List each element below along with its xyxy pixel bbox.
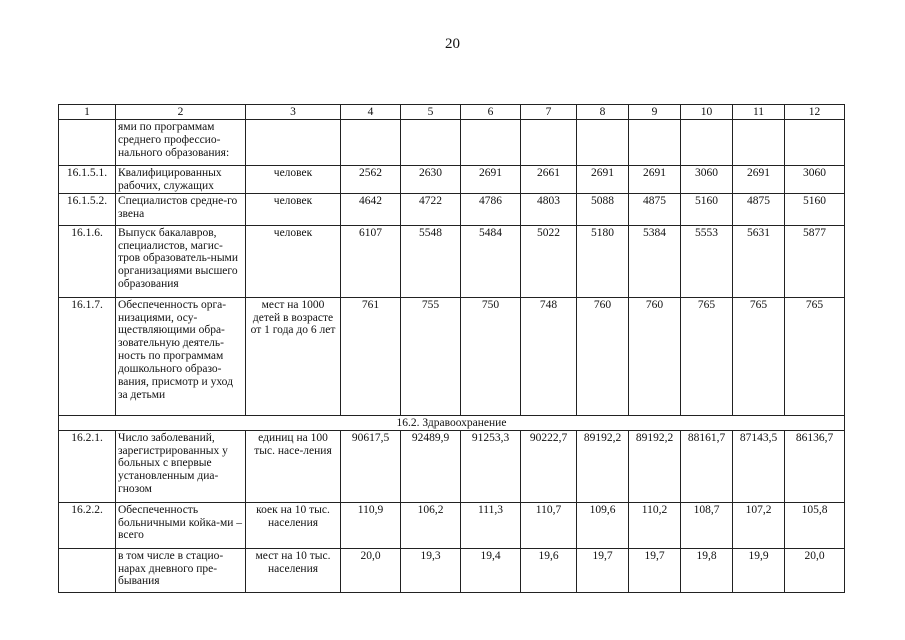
row-code [59, 119, 116, 165]
value-cell: 2691 [461, 165, 521, 193]
value-cell: 750 [461, 297, 521, 415]
value-cell: 3060 [785, 165, 845, 193]
value-cell [681, 119, 733, 165]
table-row [59, 502, 845, 548]
value-cell: 765 [785, 297, 845, 415]
value-cell: 4803 [521, 193, 577, 225]
value-cell: 92489,9 [401, 430, 461, 502]
header-row [59, 105, 845, 120]
row-code: 16.1.7. [59, 297, 116, 415]
unit-cell [246, 119, 341, 165]
unit-cell: человек [246, 225, 341, 297]
value-cell: 110,9 [341, 502, 401, 548]
indicator-name: Число заболеваний, зарегистрированных у больных с впервые установленным диа-гнозом [116, 430, 246, 502]
indicator-name: Обеспеченность больничными койка-ми – всего [116, 502, 246, 548]
value-cell: 3060 [681, 165, 733, 193]
unit-cell: человек [246, 193, 341, 225]
value-cell: 4642 [341, 193, 401, 225]
table-row [59, 119, 845, 165]
value-cell: 2691 [629, 165, 681, 193]
table-body [59, 105, 845, 593]
value-cell: 2691 [577, 165, 629, 193]
value-cell: 110,2 [629, 502, 681, 548]
value-cell: 4722 [401, 193, 461, 225]
value-cell [785, 119, 845, 165]
value-cell: 88161,7 [681, 430, 733, 502]
table-row [59, 430, 845, 502]
value-cell: 5384 [629, 225, 681, 297]
unit-cell: мест на 10 тыс. населения [246, 548, 341, 592]
value-cell: 5631 [733, 225, 785, 297]
column-header: 2 [116, 105, 246, 120]
row-code [59, 548, 116, 592]
value-cell: 5022 [521, 225, 577, 297]
indicator-name: Выпуск бакалавров, специалистов, магис-тров образователь-ными организациями высшего образования [116, 225, 246, 297]
column-header: 5 [401, 105, 461, 120]
value-cell: 5160 [785, 193, 845, 225]
value-cell: 4875 [733, 193, 785, 225]
value-cell: 5548 [401, 225, 461, 297]
value-cell: 109,6 [577, 502, 629, 548]
column-header: 3 [246, 105, 341, 120]
value-cell: 5553 [681, 225, 733, 297]
value-cell: 5877 [785, 225, 845, 297]
value-cell: 87143,5 [733, 430, 785, 502]
value-cell [341, 119, 401, 165]
value-cell: 110,7 [521, 502, 577, 548]
value-cell: 5088 [577, 193, 629, 225]
value-cell: 2661 [521, 165, 577, 193]
row-code: 16.2.1. [59, 430, 116, 502]
table-row [59, 165, 845, 193]
value-cell: 4875 [629, 193, 681, 225]
column-header: 7 [521, 105, 577, 120]
value-cell: 760 [577, 297, 629, 415]
data-table [58, 104, 845, 593]
value-cell [461, 119, 521, 165]
value-cell [521, 119, 577, 165]
section-row [59, 415, 845, 430]
indicator-name: в том числе в стацио-нарах дневного пре-бывания [116, 548, 246, 592]
row-code: 16.1.5.2. [59, 193, 116, 225]
value-cell: 105,8 [785, 502, 845, 548]
unit-cell: единиц на 100 тыс. насе-ления [246, 430, 341, 502]
value-cell: 5160 [681, 193, 733, 225]
column-header: 10 [681, 105, 733, 120]
value-cell: 760 [629, 297, 681, 415]
value-cell: 2562 [341, 165, 401, 193]
value-cell: 19,6 [521, 548, 577, 592]
table-row [59, 548, 845, 592]
value-cell: 89192,2 [629, 430, 681, 502]
table-row [59, 225, 845, 297]
value-cell: 748 [521, 297, 577, 415]
column-header: 11 [733, 105, 785, 120]
value-cell: 86136,7 [785, 430, 845, 502]
indicator-name: Обеспеченность орга-низациями, осу-ществляющими обра-зовательную деятель-ность по программам дошкольного образо-вания, присмотр и уход за детьми [116, 297, 246, 415]
column-header: 8 [577, 105, 629, 120]
indicator-name: Квалифицированных рабочих, служащих [116, 165, 246, 193]
row-code: 16.1.5.1. [59, 165, 116, 193]
value-cell: 755 [401, 297, 461, 415]
value-cell: 5180 [577, 225, 629, 297]
indicator-name: Специалистов средне-го звена [116, 193, 246, 225]
indicator-name: ями по программам среднего профессио-нального образования: [116, 119, 246, 165]
value-cell: 6107 [341, 225, 401, 297]
value-cell [733, 119, 785, 165]
unit-cell: коек на 10 тыс. населения [246, 502, 341, 548]
value-cell: 90617,5 [341, 430, 401, 502]
value-cell: 111,3 [461, 502, 521, 548]
column-header: 12 [785, 105, 845, 120]
page-number: 20 [445, 36, 460, 52]
column-header: 9 [629, 105, 681, 120]
value-cell: 89192,2 [577, 430, 629, 502]
unit-cell: человек [246, 165, 341, 193]
value-cell: 90222,7 [521, 430, 577, 502]
value-cell: 108,7 [681, 502, 733, 548]
value-cell: 91253,3 [461, 430, 521, 502]
row-code: 16.1.6. [59, 225, 116, 297]
value-cell: 19,9 [733, 548, 785, 592]
section-title: 16.2. Здравоохранение [59, 415, 845, 430]
column-header: 4 [341, 105, 401, 120]
value-cell [629, 119, 681, 165]
column-header: 6 [461, 105, 521, 120]
value-cell: 765 [681, 297, 733, 415]
value-cell: 20,0 [785, 548, 845, 592]
value-cell: 761 [341, 297, 401, 415]
value-cell: 19,7 [577, 548, 629, 592]
value-cell: 2630 [401, 165, 461, 193]
value-cell: 19,8 [681, 548, 733, 592]
value-cell: 5484 [461, 225, 521, 297]
row-code: 16.2.2. [59, 502, 116, 548]
table-row [59, 297, 845, 415]
value-cell: 19,7 [629, 548, 681, 592]
unit-cell: мест на 1000 детей в возрасте от 1 года до 6 лет [246, 297, 341, 415]
value-cell: 765 [733, 297, 785, 415]
value-cell [577, 119, 629, 165]
table-row [59, 193, 845, 225]
value-cell: 4786 [461, 193, 521, 225]
value-cell: 19,4 [461, 548, 521, 592]
value-cell: 106,2 [401, 502, 461, 548]
value-cell: 20,0 [341, 548, 401, 592]
value-cell: 2691 [733, 165, 785, 193]
value-cell [401, 119, 461, 165]
column-header: 1 [59, 105, 116, 120]
value-cell: 19,3 [401, 548, 461, 592]
value-cell: 107,2 [733, 502, 785, 548]
